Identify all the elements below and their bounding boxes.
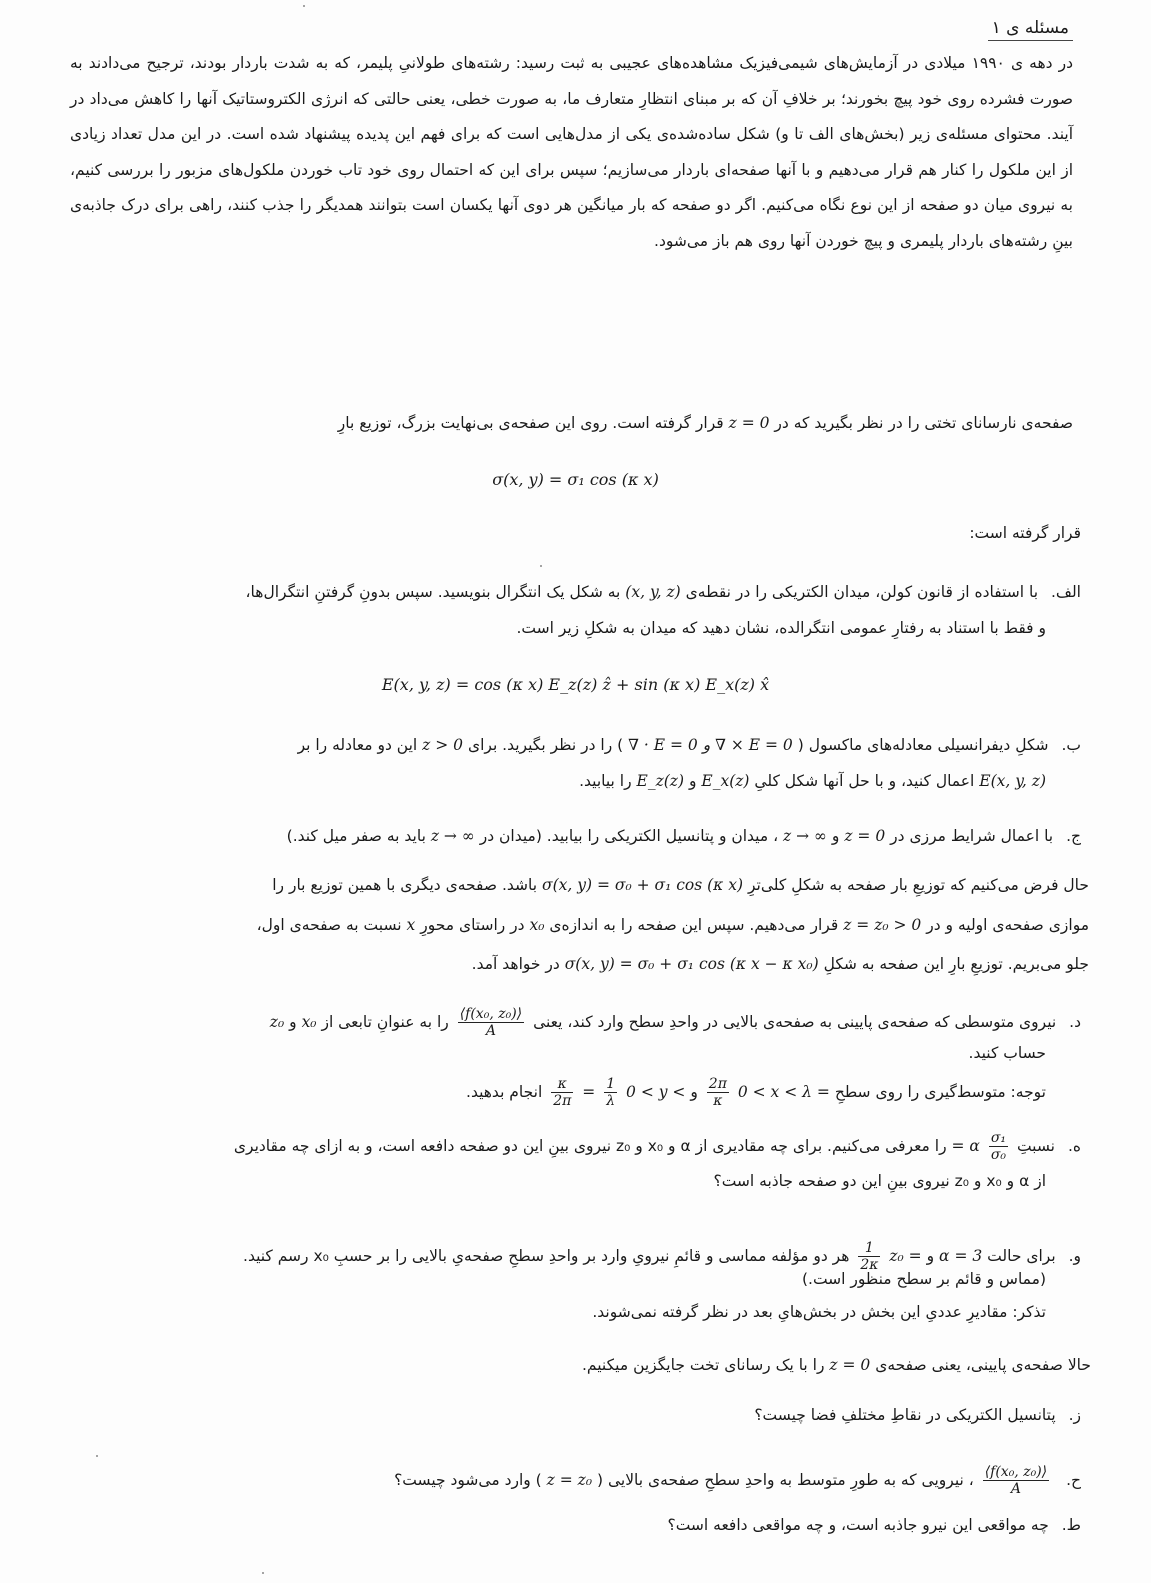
general-text-b: باشد. صفحه‌ی دیگری با همین توزیع بار را — [272, 876, 538, 894]
part-jim-text-b: و — [831, 827, 840, 845]
intro-paragraph: در دهه ی ۱۹۹۰ میلادی در آزمایش‌های شیمی‌فیزیک مشاهده‌های عجیبی به ثبت رسید: رشته‌های طولانیِ پلیمر، که به شدت باردار بودند، ترجیح می‌دادند به صورت فشرده روی خود پیچ بخورند؛ بر خلافِ آن که بر مبنای انتظارِ متعارف ما، به صورت خطی، یعنی حالتی که انرژی الکتروستاتیک آنها را کاهش می‌داد در آیند. محتوای مسئله‌ی زیر (بخش‌های الف تا و) شکل ساده‌شده‌ی یکی از مدل‌هایی است که برای فهم این پدیده پیشنهاد شده است. در این مدل تعداد زیادی از این ملکول را کنار هم قرار می‌دهیم و با آنها صفحه‌ای باردار می‌سازیم؛ سپس برای این که احتمال روی خود تاب خوردن ملکول‌های مزبور را بررسی کنیم، به نیروی میان دو صفحه از این نوع نگاه می‌کنیم. اگر دو صفحه که بار میانگین هر دوی آنها یکسان است بتوانند همدیگر را جذب کنند، راهی برای درک جاذبه‌ی بینِ رشته‌های باردار پلیمری و پیچ خوردن آنها روی هم باز می‌شود. — [70, 54, 1073, 250]
part-vav-text-a: برای حالت — [987, 1247, 1056, 1265]
fraction-denominator: σ₀ — [990, 1147, 1007, 1163]
note-equals: = — [582, 1083, 596, 1101]
general-text-g: جلو می‌بریم. توزیعِ بارِ این صفحه به شکلِ — [823, 955, 1089, 973]
fraction-numerator: σ₁ — [990, 1130, 1007, 1146]
note-and: و — [690, 1083, 698, 1101]
part-be-text-f: را بیابید. — [579, 772, 632, 790]
note-fraction-lambda — [707, 1076, 729, 1109]
part-dal-math-b: x₀ — [301, 1013, 317, 1031]
setup-line-2: قرار گرفته است: — [969, 524, 1081, 542]
scan-speck — [96, 1455, 98, 1457]
general-line-3 — [472, 955, 1089, 973]
part-he2-math: z = z₀ — [546, 1471, 593, 1489]
part-be-math-ez: E_z(z) — [636, 772, 685, 790]
fraction-denominator: 2π — [553, 1093, 572, 1109]
average-force-fraction — [458, 1006, 524, 1039]
part-be-line-1 — [298, 736, 1081, 754]
z0-fraction — [858, 1240, 880, 1273]
setup-text-b: قرار گرفته است. روی این صفحه‌ی بی‌نهایت بزرگ، توزیع بارِ — [337, 414, 724, 432]
part-he-label: ه. — [1067, 1137, 1081, 1155]
part-vav-line-1 — [243, 1240, 1081, 1273]
conductor-line — [582, 1356, 1091, 1374]
part-alef — [50, 576, 1081, 608]
general-math-a: σ(x, y) = σ₀ + σ₁ cos (κ x) — [542, 876, 744, 894]
part-ta-text: چه مواقعی این نیرو جاذبه است، و چه مواقعی دافعه است؟ — [667, 1516, 1049, 1534]
general-text-e: در راستای محورِ — [420, 916, 525, 934]
part-vav-text-c: هر دو مؤلفه مماسی و قائمِ نیرویِ وارد بر واحدِ سطحِ صفحه‌یِ بالایی را بر حسبِ x₀ رسم کنید. — [243, 1247, 850, 1265]
setup-text-a: صفحه‌ی نارسانای تختی را در نظر بگیرید که در — [774, 414, 1073, 432]
average-force-fraction-2 — [983, 1464, 1049, 1497]
part-be-text-c: این دو معادله را بر — [297, 736, 418, 754]
part-jim-math-b: z → ∞ — [783, 827, 827, 845]
general-text-h: در خواهد آمد. — [471, 955, 560, 973]
part-be-text-a: شکلِ دیفرانسیلی معادله‌های ماکسول ( — [797, 736, 1049, 754]
part-dal-text-d: حساب کنید. — [968, 1044, 1046, 1062]
part-jim-math-c: z → ∞ — [430, 827, 475, 845]
part-vav-reminder: تذکر: مقادیرِ عددیِ این بخش در بخش‌هایِ بعد در نظر گرفته نمی‌شوند. — [592, 1303, 1046, 1321]
part-be-label: ب. — [1061, 736, 1081, 754]
fraction-denominator: A — [485, 1023, 496, 1039]
fraction-denominator: 2κ — [860, 1257, 879, 1273]
part-ta-label: ط. — [1061, 1516, 1081, 1534]
part-jim-text-d: باید به صفر میل کند.) — [286, 827, 426, 845]
part-he-text-c: از α و x₀ و z₀ نیروی بینِ این دو صفحه جاذبه است؟ — [713, 1172, 1046, 1190]
note-text-a: توجه: متوسط‌گیری را روی سطحِ — [834, 1083, 1046, 1101]
part-be-text-d: اعمال کنید، و با حل آنها شکل کلیِ — [754, 772, 975, 790]
part-he-text-b: را معرفی می‌کنیم. برای چه مقادیری از α و x₀ و z₀ نیروی بینِ این دو صفحه دافعه است، و به ازای چه مقادیری — [233, 1137, 947, 1155]
part-vav-label: و. — [1068, 1247, 1081, 1265]
note-fraction-one-over-lambda — [604, 1076, 617, 1109]
fraction-numerator: ⟨f(x₀, z₀)⟩ — [984, 1464, 1048, 1480]
part-alef-math-point: (x, y, z) — [625, 583, 681, 601]
part-dal-text-b: را به عنوانِ تابعی از — [321, 1013, 449, 1031]
general-math-d: x₀ — [529, 916, 545, 934]
general-line-2 — [257, 916, 1089, 934]
fraction-numerator: κ — [551, 1076, 573, 1093]
part-be-text-e: و — [688, 772, 697, 790]
part-ze-label: ز. — [1068, 1406, 1081, 1424]
part-he-line-1 — [234, 1130, 1081, 1163]
part-be-math-e: E(x, y, z) — [979, 772, 1046, 790]
part-he-text-a: نسبتِ — [1016, 1137, 1055, 1155]
fraction-numerator: 2π — [708, 1076, 727, 1092]
general-math-c: z = z₀ > 0 — [843, 916, 922, 934]
part-he2-text-b: ) وارد می‌شود چیست؟ — [394, 1471, 542, 1489]
part-be-math-z: z > 0 — [422, 736, 464, 754]
fraction-numerator: 1 — [858, 1240, 880, 1257]
general-math-g: σ(x, y) = σ₀ + σ₁ cos (κ x − κ x₀) — [564, 955, 819, 973]
part-ta — [667, 1516, 1081, 1534]
part-vav-math-alpha: α = 3 — [939, 1247, 983, 1265]
general-text-a: حال فرض می‌کنیم که توزیعِ بار صفحه به شکلِ کلی‌ترِ — [748, 876, 1089, 894]
field-equation: E(x, y, z) = cos (κ x) E_z(z) ẑ + sin (κ x) E_x(z) x̂ — [381, 675, 770, 694]
part-dal-label: د. — [1069, 1013, 1081, 1031]
part-alef-text-c: و فقط با استناد به رفتارِ عمومی انتگرالده، نشان دهید که میدان به شکلِ زیر است. — [516, 619, 1046, 637]
part-jim — [287, 827, 1081, 845]
part-he2-label: ح. — [1066, 1471, 1081, 1489]
fraction-numerator: 1 — [606, 1076, 616, 1092]
part-alef-text-a: با استفاده از قانون کولن، میدان الکتریکی را در نقطه‌ی — [685, 583, 1039, 601]
note-fraction-kappa — [551, 1076, 573, 1109]
alpha-fraction — [989, 1130, 1008, 1163]
scan-speck — [303, 5, 305, 7]
fraction-denominator: A — [1010, 1481, 1021, 1497]
conductor-text-b: را با یک رسانای تخت جایگزین میکنیم. — [582, 1356, 825, 1374]
part-dal-math-c: z₀ — [269, 1013, 285, 1031]
part-he-math-alpha: = α — [951, 1137, 980, 1155]
fraction-numerator: ⟨f(x₀, z₀)⟩ — [459, 1006, 523, 1022]
fraction-denominator: λ — [606, 1093, 616, 1109]
part-he2-text-a: ، نیرویی که به طورِ متوسط به واحدِ سطحِ صفحه‌ی بالایی ( — [597, 1471, 974, 1489]
part-jim-math-a: z = 0 — [844, 827, 886, 845]
part-be-maxwell-math: ∇ · E = 0 و ∇ × E = 0 — [628, 736, 793, 754]
part-alef-label: الف. — [1050, 583, 1081, 601]
part-be-line-2 — [579, 772, 1046, 790]
conductor-text-a: حالا صفحه‌ی پایینی، یعنی صفحه‌ی — [875, 1356, 1091, 1374]
part-jim-text-c: ، میدان و پتانسیل الکتریکی را بیابید. (میدان در — [479, 827, 779, 845]
conductor-math: z = 0 — [829, 1356, 871, 1374]
part-jim-text-a: با اعمال شرایط مرزی در — [890, 827, 1054, 845]
general-text-f: نسبت به صفحه‌ی اول، — [256, 916, 402, 934]
general-text-c: موازی صفحه‌ی اولیه و در — [926, 916, 1089, 934]
part-be-math-ex: E_x(z) — [701, 772, 750, 790]
part-vav-text-b: و — [926, 1247, 935, 1265]
part-jim-label: ج. — [1066, 827, 1081, 845]
part-dal-line-1 — [270, 1006, 1081, 1039]
part-ze — [754, 1406, 1081, 1424]
part-ze-text: پتانسیل الکتریکی در نقاطِ مختلفِ فضا چیست؟ — [754, 1406, 1056, 1424]
setup-math-plane: z = 0 — [728, 414, 770, 432]
part-he2 — [394, 1464, 1081, 1497]
problem-title: مسئله ی ۱ — [988, 18, 1073, 41]
part-alef-text-b: به شکل یک انتگرال بنویسید. سپس بدونِ گرفتنِ انتگرال‌ها، — [245, 583, 621, 601]
setup-line — [338, 414, 1073, 432]
charge-distribution-equation: σ(x, y) = σ₁ cos (κ x) — [492, 470, 659, 489]
part-vav-math-z0: z₀ = — [889, 1247, 922, 1265]
general-text-d: قرار می‌دهیم. سپس این صفحه را به اندازه‌ی — [549, 916, 839, 934]
general-math-e: x — [406, 916, 416, 934]
part-vav-text-d: (مماس و قائم بر سطح منظور است.) — [801, 1270, 1046, 1288]
scan-speck — [540, 565, 542, 567]
general-line-1 — [272, 876, 1089, 894]
note-text-b: انجام بدهید. — [466, 1083, 543, 1101]
note-math-x-range: 0 < x < λ = — [737, 1083, 830, 1101]
fraction-denominator: κ — [713, 1093, 723, 1109]
note-math-y-range: 0 < y < — [626, 1083, 686, 1101]
part-dal-note — [466, 1076, 1046, 1109]
part-be-text-b: ) را در نظر بگیرید. برای — [467, 736, 624, 754]
part-dal-text-c: و — [289, 1013, 297, 1031]
scan-speck — [262, 1572, 264, 1574]
part-dal-text-a: نیروی متوسطی که صفحه‌ی پایینی به صفحه‌ی بالایی در واحدِ سطح وارد کند، یعنی — [533, 1013, 1057, 1031]
